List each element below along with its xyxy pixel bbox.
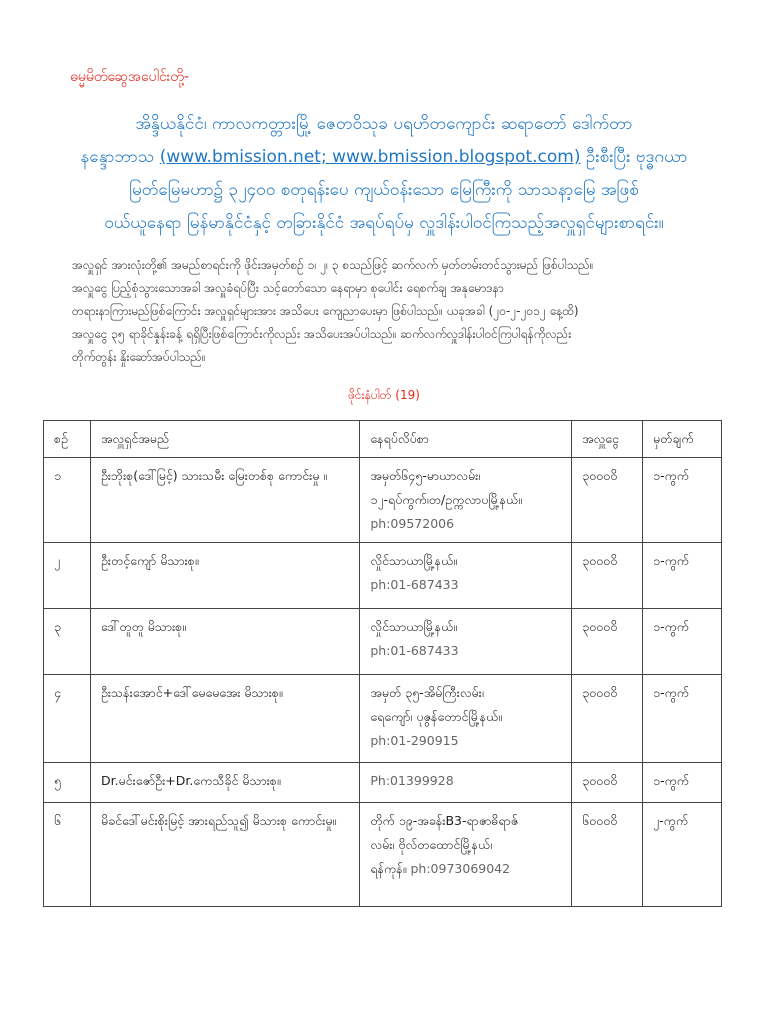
cell-amount: ၆၀၀၀၀ိ [572,803,643,907]
table-row [44,609,722,675]
intro-line-4: ဝယ်ယူနေရာ မြန်မာနိုင်ငံနှင့် တခြားနိုင်ငံ အရပ်ရပ်မှ လှူဒါန်းပါဝင်ကြသည့်အလှူရှင်များစာရင်း။ [104,213,664,233]
table-row [44,543,722,609]
cell-address [360,543,572,609]
table-row [44,675,722,763]
cell-donor-name: ဦးဘိုးစု(ဒေါ်မြင့်) သားသမီး မြေးတစ်စု ကောင်းမှု ။ [90,458,359,543]
table-row [44,763,722,803]
header-donor-name: အလှူရှင်အမည် [90,421,359,458]
phone-number: Ph:01399928 [370,773,454,788]
body-line: အလှူငွေ ပြည့်စုံသွားသောအခါ အလှူခံရပ်ပြီး သင့်တော်သော နေရာမှာ စုပေါင်း ရေစက်ချ အနုမောဒနာ [72,281,504,295]
address-line: ရေကျော်၊ ပုဇွန်တောင်မြို့နယ်။ [370,709,503,724]
address-line: လှိုင်သာယာမြို့နယ်။ [370,553,458,568]
cell-amount: ၃၀၀၀၀ိ [572,675,643,763]
cell-no: ၂ [44,543,91,609]
header-no: စဉ် [44,421,91,458]
body-line: အလှူရှင် အားလုံးတို့၏ အမည်စာရင်းကို ဖိုင်းအမှတ်စဉ် ၁၊ ၂၊ ၃ စသည်ဖြင့် ဆက်လက် မှတ်တမ်းတင်သွားမည် ဖြစ်ပါသည်။ [72,258,594,272]
cell-note: ၁-ကွက် [643,609,722,675]
address-line: လမ်း၊ ဗိုလ်တထောင်မြို့နယ်၊ [370,837,493,852]
intro-line-2-prefix: နန္ဒောဘာသ [80,147,160,167]
table-row [44,458,722,543]
cell-no: ၆ [44,803,91,907]
cell-note: ၁-ကွက် [643,675,722,763]
cell-amount: ၃၀၀၀၀ိ [572,763,643,803]
salutation: ဓမ္မမိတ်ဆွေအပေါင်းတို့- [70,69,189,85]
cell-donor-name: မိခင်ဒေါ်မင်းစိုးမြင့် အားရည်သူ၍ မိသားစု ကောင်းမှု။ [90,803,359,907]
address-line: အမှတ် ၃၅-အိမ်ကြီးလမ်း၊ [370,685,484,700]
address-line: အမှတ်၆၄၅-မာယာလမ်း၊ [370,468,481,483]
intro-line-1: အိန္ဒိယနိုင်ငံ၊ ကာလကတ္တားမြို့ ဇေတဝိသုခ ပရဟိတကျောင်း ဆရာတော် ဒေါက်တာ [135,114,633,134]
header-note: မှတ်ချက် [643,421,722,458]
cell-note: ၁-ကွက် [643,458,722,543]
intro-line-2-suffix: ဦးစီးပြီး ဗုဒ္ဓဂယာ [580,147,688,167]
intro-line-3: မြတ်မြေမဟာ၌ ၃၂၄၀၀ စတုရန်းပေ ကျယ်ဝန်းသော မြေကြီးကို သာသနာ့မြေ အဖြစ် [129,180,639,200]
website-link[interactable]: (www.bmission.net; www.bmission.blogspot.com) [159,147,581,167]
cell-no: ၄ [44,675,91,763]
table-header-row [44,421,722,458]
cell-no: ၅ [44,763,91,803]
cell-donor-name: ဦးတင့်ကျော် မိသားစု။ [90,543,359,609]
phone-number: ph:01-290915 [370,733,459,748]
header-address: နေရပ်လိပ်စာ [360,421,572,458]
cell-address [360,803,572,907]
cell-address [360,675,572,763]
phone-number: ph:01-687433 [370,577,459,592]
address-line: ၁၂-ရပ်ကွက်၊တ/ဥက္ကလာပမြို့နယ်။ [370,492,522,507]
phone-number: ph:09572006 [370,516,455,531]
address-line [370,857,561,881]
cell-amount: ၃၀၀၀၀ိ [572,543,643,609]
header-amount: အလှူငွေ [572,421,643,458]
phone-number: ph:0973069042 [410,861,511,876]
cell-address [360,763,572,803]
cell-donor-name: ဦးသန်းအောင်+ဒေါ်မေမေအေး မိသားစု။ [90,675,359,763]
cell-no: ၁ [44,458,91,543]
phone-number: ph:01-687433 [370,643,459,658]
cell-amount: ၃၀၀၀၀ိ [572,609,643,675]
cell-address [360,609,572,675]
intro-heading [60,108,708,240]
body-line: တရားနာကြားမည်ဖြစ်ကြောင်း အလှူရှင်များအား အသိပေး ကျေညာပေးမှာ ဖြစ်ပါသည်။ ယခုအခါ (၂၀-၂-၂၀၁၂ နေ့ထိ) [72,304,579,318]
body-line: အလှူငွေ ၃၅ ရာခိုင်နှုန်းခန့် ရရှိပြီးဖြစ်ကြောင်းကိုလည်း အသိပေးအပ်ပါသည်။ ဆက်လက်လှူဒါန်းပါဝင်ကြပါရန်ကိုလည်း [72,327,572,341]
cell-donor-name: Dr.မင်းဇော်ဦး+Dr.ကေသီခိုင် မိသားစု။ [90,763,359,803]
table-row [44,803,722,907]
intro-line-2 [60,141,708,174]
address-line: တိုက် ၁၉-အခန်းB3-ရာဇာဓိရာဇ် [370,813,519,828]
donor-table [43,420,722,907]
file-number-label: ဖိုင်းနံပါတ် (19) [348,388,420,402]
cell-amount: ၃၀၀၀၀ိ [572,458,643,543]
body-line: တိုက်တွန်း နှိုးဆော်အပ်ပါသည်။ [72,350,206,364]
address-line: လှိုင်သာယာမြို့နယ်။ [370,619,458,634]
cell-note: ၂-ကွက် [643,803,722,907]
cell-note: ၁-ကွက် [643,543,722,609]
cell-address [360,458,572,543]
cell-no: ၃ [44,609,91,675]
body-paragraph [72,254,712,369]
cell-note: ၁-ကွက် [643,763,722,803]
address-city: ရန်ကုန်။ [370,861,407,876]
cell-donor-name: ဒေါ်တူတူ မိသားစု။ [90,609,359,675]
